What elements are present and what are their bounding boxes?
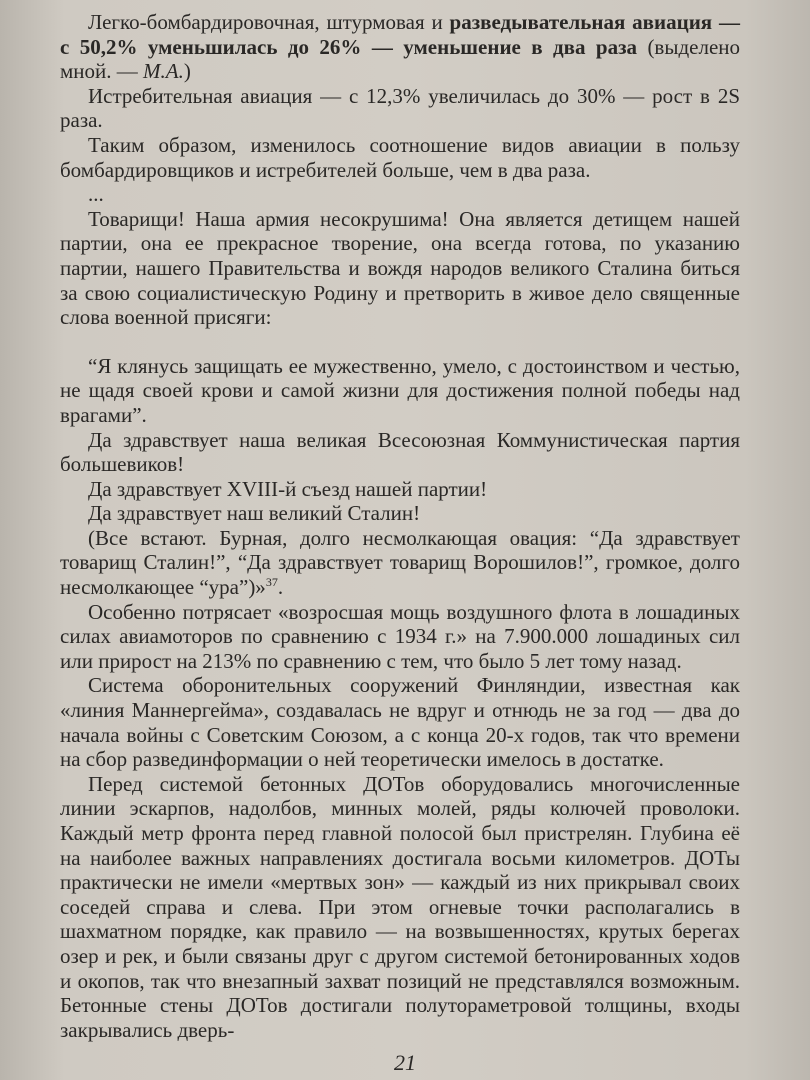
page-text — [60, 10, 740, 1042]
spacer — [60, 330, 740, 354]
page-number: 21 — [394, 1050, 416, 1075]
paragraph-long-live-stalin: Да здравствует наш великий Сталин! — [88, 501, 421, 526]
paragraph-fighters: Истребительная авиация — с 12,3% увеличилась до 30% — рост в 2S раза. — [60, 83, 740, 133]
text-run: Легко-бомбардировочная, штурмовая и — [88, 10, 450, 34]
bold-emphasis: разведывательная авиация — с 50,2% уменьшилась до 26% — уменьшение в два раза — [60, 10, 740, 59]
ellipsis: ... — [88, 182, 104, 207]
paragraph-ratio: Таким образом, изменилось соотношение видов авиации в пользу бомбардировщиков и истребителей больше, чем в два раза. — [60, 132, 740, 182]
paragraph-long-live-congress: Да здравствует XVIII-й съезд нашей партии! — [88, 476, 488, 501]
paragraph-comrades: Товарищи! Наша армия несокрушима! Она является детищем нашей партии, она ее прекрасное творение, она всегда готова, по указанию партии, нашего Правительства и вождя народов великого Сталина биться за свою социалистическую Родину и претворить в живое дело священные слова военной присяги: — [60, 206, 740, 330]
author-initials: М.А. — [143, 59, 184, 84]
paragraph-aviation-bombers — [60, 10, 740, 84]
text-run: (Все встают. Бурная, долго несмолкающая овация: “Да здравствует товарищ Сталин!”, “Да здравствует товарищ Ворошилов!”, громкое, долго несмолкающее “ура”)» — [60, 525, 740, 600]
text-run: (выделено мной. — — [60, 34, 741, 84]
paragraph-air-fleet: Особенно потрясает «возросшая мощь воздушного флота в лошадиных силах авиамоторов по сравнению с 1934 г.» на 7.900.000 лошадиных сил или прирост на 213% по сравнению с тем, что было 5 лет тому назад. — [60, 599, 740, 673]
paragraph-dot-system: Перед системой бетонных ДОТов оборудовались многочисленные линии эскарпов, надолбов, минных молей, ряды колючей проволоки. Каждый метр фронта перед главной полосой был пристрелян. Глубина её на наиболее важных направлениях достигала восьми километров. ДОТы практически не имели «мертвых зон» — каждый из них прикрывал своих соседей справа и слева. При этом огневые точки располагались в шахматном порядке, как правило — на возвышенностях, крутых берегах озер и рек, и были связаны друг с другом системой бетонированных ходов и окопов, так что внезапный захват позиций не представлялся возможным. Бетонные стены ДОТов достигали полутораметровой толщины, входы закрывались дверь- — [60, 771, 740, 1042]
paragraph-oath: “Я клянусь защищать ее мужественно, умело, с достоинством и честью, не щадя своей крови и самой жизни для достижения полной победы над врагами”. — [60, 353, 740, 427]
footnote-ref: 37 — [265, 575, 278, 590]
text-run: ) — [183, 59, 191, 84]
paragraph-ovation — [60, 526, 740, 600]
text-run: . — [277, 575, 284, 600]
paragraph-long-live-party: Да здравствует наша великая Всесоюзная Коммунистическая партия большевиков! — [60, 427, 740, 477]
paragraph-mannerheim: Система оборонительных сооружений Финляндии, известная как «линия Маннергейма», создавалась не вдруг и отнюдь не за год — два до начала войны с Советским Союзом, а с конца 20-х годов, так что времени на сбор развединформации о ней теоретически имелось в достатке. — [60, 673, 740, 772]
